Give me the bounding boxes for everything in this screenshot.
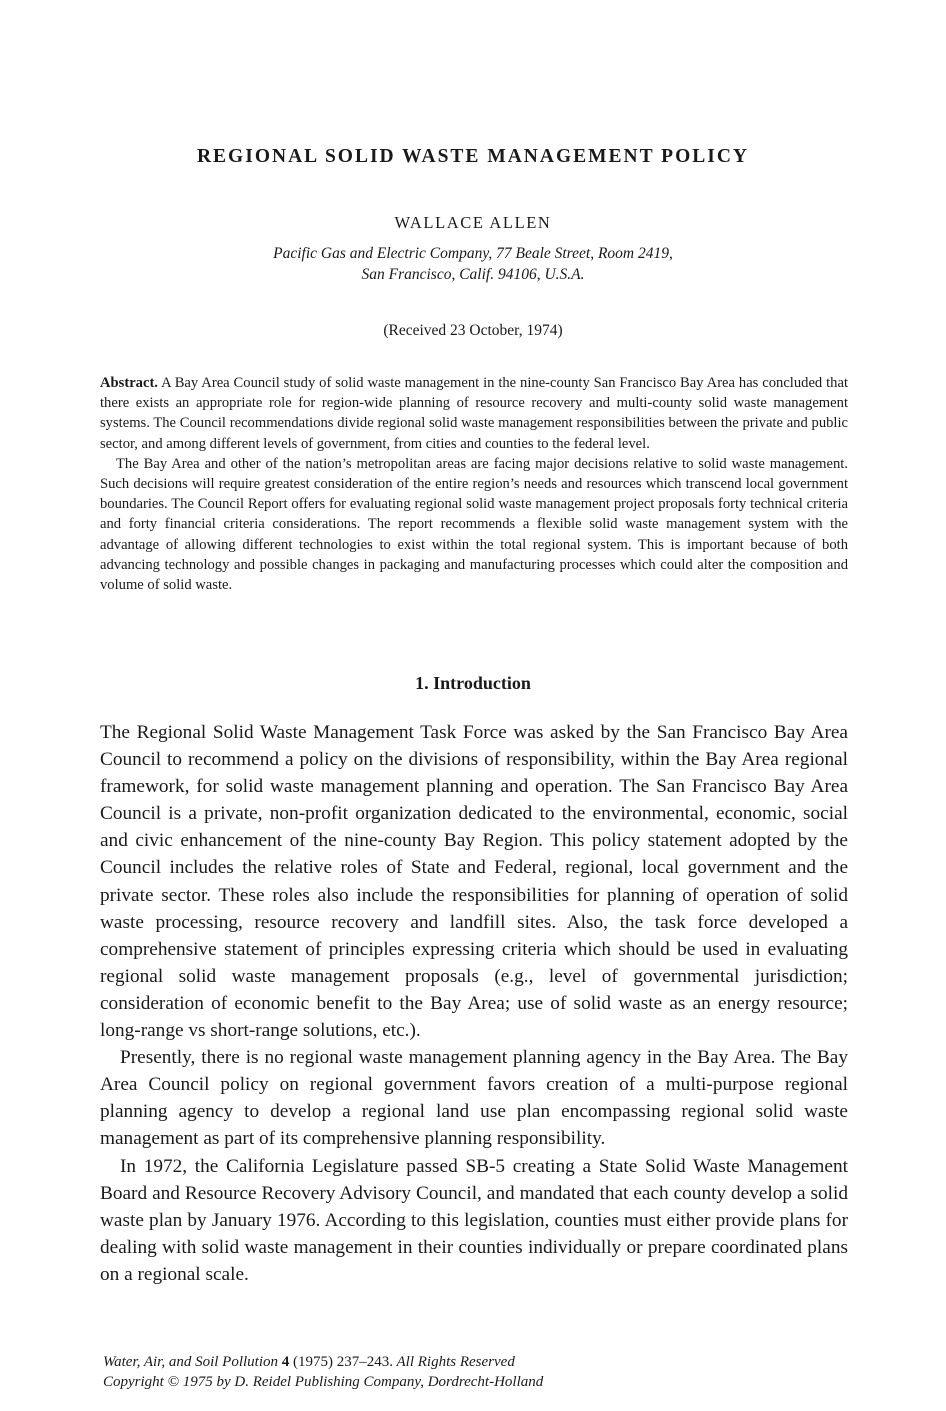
journal-volume: 4 xyxy=(281,1354,290,1370)
affiliation-line-2: San Francisco, Calif. 94106, U.S.A. xyxy=(361,266,585,283)
body-text xyxy=(100,719,848,1288)
citation-footer xyxy=(103,1352,543,1392)
received-date: (Received 23 October, 1974) xyxy=(383,322,563,339)
abstract-paragraph-1 xyxy=(100,373,848,454)
paper-title: REGIONAL SOLID WASTE MANAGEMENT POLICY xyxy=(196,146,750,167)
year-pages: (1975) 237–243. xyxy=(293,1354,394,1370)
body-paragraph-3: In 1972, the California Legislature passed SB-5 creating a State Solid Waste Management Board and Resource Recovery Advisory Council, and mandated that each county develop a solid waste plan by January 1976. According to this legislation, counties must either provide plans for dealing with solid waste management in their counties individually or prepare coordinated plans on a regional scale. xyxy=(100,1155,848,1285)
abstract-label: Abstract. xyxy=(100,375,158,391)
abstract-text-1: A Bay Area Council study of solid waste management in the nine-county San Francisco Bay Area has concluded that there exists an appropriate role for region-wide planning of resource recovery and multi-county solid waste management systems. The Council recommendations divide regional solid waste management responsibilities between the private and public sector, and among different levels of government, from cities and counties to the federal level. xyxy=(100,375,849,452)
journal-name: Water, Air, and Soil Pollution xyxy=(103,1354,279,1370)
author-affiliation xyxy=(0,243,946,285)
section-heading: 1. Introduction xyxy=(415,673,531,693)
abstract-paragraph-2: The Bay Area and other of the nation’s metropolitan areas are facing major decisions relative to solid waste management. Such decisions will require greatest consideration of the entire region’s needs and resources which transcend local government boundaries. The Council Report offers for evaluating regional solid waste management project proposals forty technical criteria and forty financial criteria considerations. The report recommends a flexible solid waste management system with the advantage of allowing different technologies to exist within the total regional system. This is important because of both advancing technology and possible changes in packaging and manufacturing processes which could alter the composition and volume of solid waste. xyxy=(100,455,848,594)
citation-line xyxy=(103,1352,543,1372)
abstract xyxy=(100,373,848,595)
copyright-line: Copyright © 1975 by D. Reidel Publishing Company, Dordrecht-Holland xyxy=(103,1374,544,1390)
affiliation-line-1: Pacific Gas and Electric Company, 77 Beale Street, Room 2419, xyxy=(273,245,673,262)
author-name: WALLACE ALLEN xyxy=(394,213,552,232)
body-paragraph-2: Presently, there is no regional waste management planning agency in the Bay Area. The Bay Area Council policy on regional government favors creation of a multi-purpose regional planning agency to develop a regional land use plan encompassing regional solid waste management as part of its comprehensive planning responsibility. xyxy=(100,1047,848,1150)
rights-notice: All Rights Reserved xyxy=(396,1354,515,1370)
body-paragraph-1: The Regional Solid Waste Management Task Force was asked by the San Francisco Bay Area Council to recommend a policy on the divisions of responsibility, within the Bay Area regional framework, for solid waste management planning and operation. The San Francisco Bay Area Council is a private, non-profit organization dedicated to the environmental, economic, social and civic enhancement of the nine-county Bay Region. This policy statement adopted by the Council includes the relative roles of State and Federal, regional, local government and the private sector. These roles also include the responsibilities for planning of operation of solid waste processing, resource recovery and landfill sites. Also, the task force developed a comprehensive statement of principles expressing criteria which should be used in evaluating regional solid waste management proposals (e.g., level of governmental jurisdiction; consideration of economic benefit to the Bay Area; use of solid waste as an energy resource; long-range vs short-range solutions, etc.). xyxy=(100,722,848,1042)
